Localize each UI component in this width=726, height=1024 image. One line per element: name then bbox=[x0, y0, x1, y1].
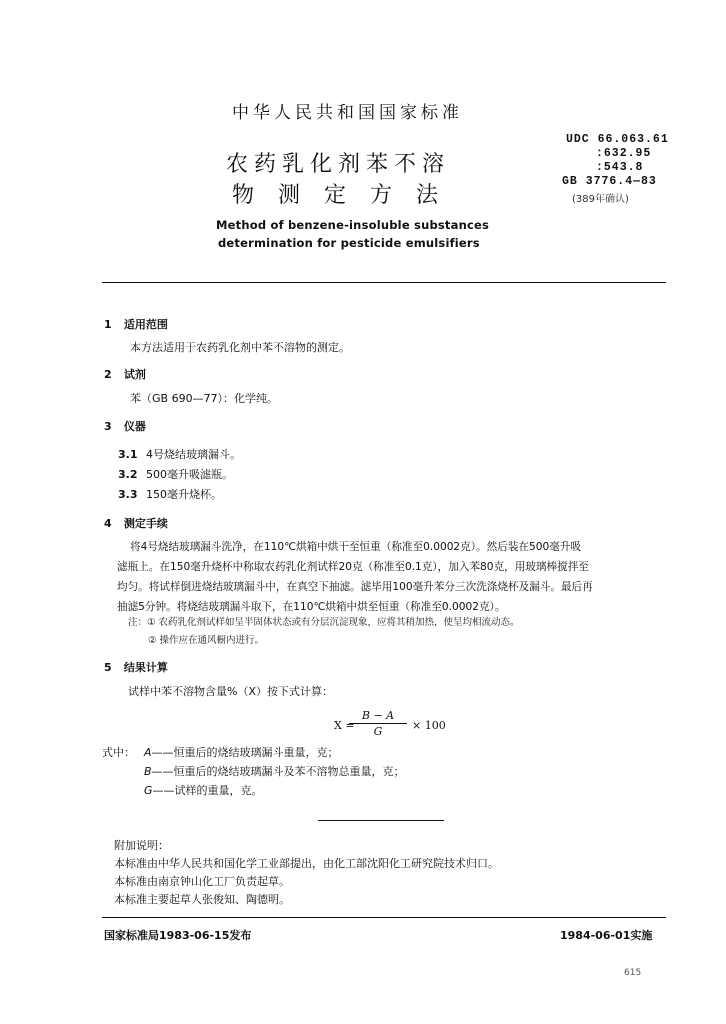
procedure-line: 将4号烧结玻璃漏斗洗净，在110℃烘箱中烘干至恒重（称准至0.0002克）。然后装在500毫升吸 bbox=[130, 541, 582, 553]
procedure-line: 均匀。将试样倒进烧结玻璃漏斗中，在真空下抽滤。滤毕用100毫升苯分三次洗涤烧杯及漏斗。最后再 bbox=[117, 581, 593, 593]
formula-lhs: X = bbox=[334, 719, 355, 732]
section-title: 适用范围 bbox=[123, 318, 168, 331]
udc-code-line2: :632.95 bbox=[596, 147, 652, 160]
section-4-heading bbox=[104, 515, 168, 531]
document-title-line1: 农药乳化剂苯不溶 bbox=[226, 152, 451, 177]
item-text: 500毫升吸滤瓶。 bbox=[146, 468, 233, 481]
english-title-line1: Method of benzene-insoluble substances bbox=[216, 218, 490, 232]
variable-symbol: B bbox=[144, 765, 152, 778]
variable-text: ——恒重后的烧结玻璃漏斗重量，克； bbox=[151, 746, 339, 759]
appendix-divider bbox=[318, 820, 444, 821]
variable-definition bbox=[144, 763, 405, 779]
list-item bbox=[118, 446, 241, 462]
item-number: 3.3 bbox=[118, 488, 138, 501]
section-2-body: 苯（GB 690—77）：化学纯。 bbox=[130, 392, 279, 405]
item-number: 3.2 bbox=[118, 468, 138, 481]
header-divider bbox=[102, 282, 666, 283]
publish-date: 国家标准局1983-06-15发布 bbox=[104, 929, 252, 942]
fraction-bar bbox=[349, 723, 407, 724]
section-number: 3 bbox=[104, 420, 112, 433]
variable-symbol: G bbox=[144, 784, 153, 797]
variable-definition bbox=[144, 744, 339, 760]
procedure-line: 抽滤5分钟。将烧结玻璃漏斗取下，在110℃烘箱中烘至恒重（称准至0.0002克）。 bbox=[117, 601, 506, 613]
formula-intro: 试样中苯不溶物含量%（X）按下式计算： bbox=[128, 685, 333, 698]
confirmation-note: (389年确认) bbox=[572, 194, 629, 205]
item-text: 150毫升烧杯。 bbox=[146, 488, 222, 501]
section-number: 5 bbox=[104, 661, 112, 674]
variable-symbol: A bbox=[144, 746, 152, 759]
appendix-line: 本标准由中华人民共和国化学工业部提出，由化工部沈阳化工研究院技术归口。 bbox=[114, 857, 499, 870]
document-title-line2: 物测定方法 bbox=[232, 183, 463, 208]
variable-text: ——恒重后的烧结玻璃漏斗及苯不溶物总重量，克； bbox=[151, 765, 405, 778]
implementation-date: 1984-06-01实施 bbox=[560, 929, 653, 942]
section-title: 仪器 bbox=[123, 420, 146, 433]
variable-text: ——试样的重量，克。 bbox=[152, 784, 263, 797]
gb-number: GB 3776.4—83 bbox=[562, 175, 657, 188]
section-title: 测定手续 bbox=[123, 517, 168, 530]
list-item bbox=[118, 486, 222, 502]
variable-definition bbox=[144, 782, 263, 798]
section-3-heading bbox=[104, 418, 146, 434]
footer-divider bbox=[102, 917, 666, 918]
section-number: 1 bbox=[104, 318, 112, 331]
procedure-note-1: 注：① 农药乳化剂试样如呈半固体状态或有分层沉淀现象，应将其稍加热，使呈均相流动态。 bbox=[128, 617, 520, 628]
section-1-heading bbox=[104, 316, 168, 332]
formula-numerator: B − A bbox=[361, 709, 395, 722]
section-5-heading bbox=[104, 659, 168, 675]
procedure-line: 滤瓶上。在150毫升烧杯中称取农药乳化剂试样20克（称准至0.1克），加入苯80克，用玻璃棒搅拌至 bbox=[117, 561, 589, 573]
formula-fraction bbox=[349, 709, 407, 738]
section-2-heading bbox=[104, 366, 146, 382]
national-standard-heading: 中华人民共和国国家标准 bbox=[232, 103, 463, 123]
section-number: 2 bbox=[104, 368, 112, 381]
formula-multiplier: × 100 bbox=[412, 719, 446, 732]
section-title: 结果计算 bbox=[123, 661, 168, 674]
udc-code-line3: :543.8 bbox=[596, 161, 644, 174]
udc-code-line1: UDC 66.063.61 bbox=[566, 133, 669, 146]
list-item bbox=[118, 466, 233, 482]
section-number: 4 bbox=[104, 517, 112, 530]
appendix-line: 本标准由南京钟山化工厂负责起草。 bbox=[114, 875, 290, 888]
appendix-title: 附加说明： bbox=[114, 839, 169, 852]
procedure-note-2: ② 操作应在通风橱内进行。 bbox=[148, 635, 265, 646]
appendix-line: 本标准主要起草人张俊知、陶德明。 bbox=[114, 893, 290, 906]
english-title-line2: determination for pesticide emulsifiers bbox=[218, 236, 480, 250]
item-number: 3.1 bbox=[118, 448, 138, 461]
item-text: 4号烧结玻璃漏斗。 bbox=[146, 448, 241, 461]
formula-denominator: G bbox=[373, 725, 383, 738]
section-title: 试剂 bbox=[123, 368, 146, 381]
page-number: 615 bbox=[624, 968, 642, 978]
section-1-body: 本方法适用于农药乳化剂中苯不溶物的测定。 bbox=[130, 341, 350, 354]
where-label: 式中： bbox=[102, 746, 135, 759]
